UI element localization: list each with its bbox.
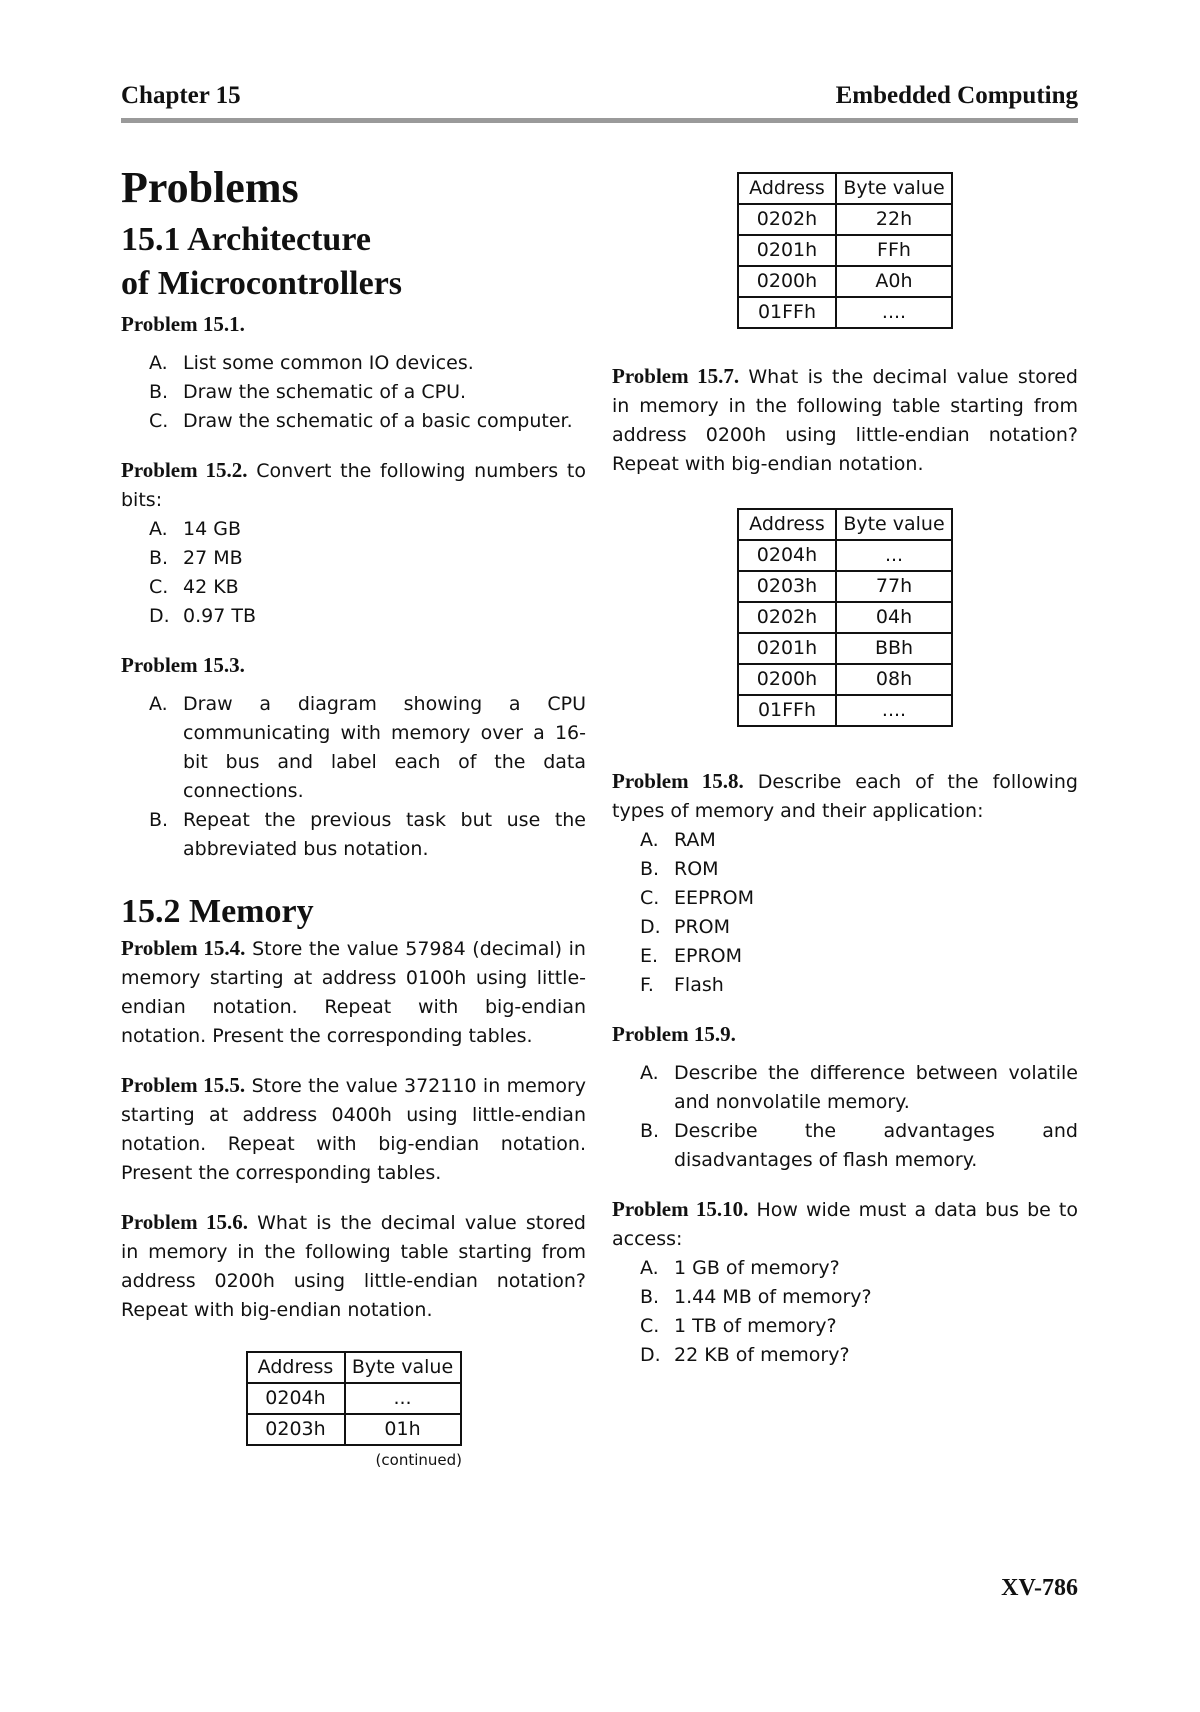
item-text: EEPROM (674, 887, 755, 909)
table-row (738, 540, 952, 571)
item-text: 1 TB of memory? (674, 1315, 837, 1337)
continued-note: (continued) (375, 1451, 462, 1469)
item-label: F. (640, 974, 654, 996)
item-label: A. (149, 352, 168, 374)
byte-value-cell: .... (836, 297, 952, 328)
problem-text: What is the decimal value stored in memory in the following table starting from address 0200h using little-endian notation? Repeat with big-endian notation. (121, 1212, 586, 1321)
item-label: A. (640, 1062, 659, 1084)
item-label: B. (640, 1286, 660, 1308)
item-label: B. (640, 1120, 660, 1142)
item-label: A. (640, 1257, 659, 1279)
problem-title: Problem 15.10. (612, 1197, 749, 1221)
table-row (738, 297, 952, 328)
list-item (121, 407, 586, 436)
item-text: 27 MB (183, 547, 243, 569)
list-item (612, 1312, 1078, 1341)
list-item (612, 826, 1078, 855)
problem-15-9 (612, 1020, 1078, 1050)
item-label: C. (149, 410, 169, 432)
item-label: A. (640, 829, 659, 851)
item-text: Draw a diagram showing a CPU communicating with memory over a 16-bit bus and label each of the data connections. (183, 693, 586, 802)
column-header: Byte value (836, 509, 952, 540)
problem-text: How wide must a data bus be to access: (612, 1199, 1078, 1250)
byte-value-cell: 04h (836, 602, 952, 633)
problem-text: What is the decimal value stored in memory in the following table starting from address 0200h using little-endian notation? Repeat with big-endian notation. (612, 366, 1078, 475)
problem-15-7 (612, 362, 1078, 479)
problem-title: Problem 15.3. (121, 653, 245, 677)
problem-15-5 (121, 1071, 586, 1188)
memory-table-15-7 (737, 508, 953, 727)
problem-text: Store the value 372110 in memory starting at address 0400h using little-endian notation. Repeat with big-endian notation. Present the corresponding tables. (121, 1075, 586, 1184)
byte-value-cell: 22h (836, 204, 952, 235)
problem-title: Problem 15.7. (612, 364, 740, 388)
byte-value-cell: 08h (836, 664, 952, 695)
problem-title: Problem 15.5. (121, 1073, 246, 1097)
table-row (247, 1383, 461, 1414)
table-header-row (738, 173, 952, 204)
column-header: Address (247, 1352, 345, 1383)
item-label: D. (149, 605, 170, 627)
problem-15-9-items (612, 1059, 1078, 1175)
problem-15-2 (121, 456, 586, 515)
item-label: D. (640, 916, 661, 938)
item-text: Describe the difference between volatile and nonvolatile memory. (674, 1062, 1078, 1113)
item-label: A. (149, 518, 168, 540)
item-text: EPROM (674, 945, 743, 967)
table-row (738, 571, 952, 602)
problem-15-3 (121, 651, 586, 681)
table-row (738, 266, 952, 297)
page-number: XV-786 (1001, 1575, 1078, 1601)
list-item (612, 913, 1078, 942)
address-cell: 0202h (738, 602, 836, 633)
problem-title: Problem 15.1. (121, 312, 245, 336)
list-item (612, 1283, 1078, 1312)
byte-value-cell: ... (836, 540, 952, 571)
byte-value-cell: A0h (836, 266, 952, 297)
problem-text: Convert the following numbers to bits: (121, 460, 586, 511)
item-text: 22 KB of memory? (674, 1344, 850, 1366)
item-text: 1 GB of memory? (674, 1257, 840, 1279)
list-item (612, 884, 1078, 913)
section-heading-15-1-line1: 15.1 Architecture (121, 221, 371, 258)
problem-15-10 (612, 1195, 1078, 1254)
item-text: PROM (674, 916, 731, 938)
byte-value-cell: BBh (836, 633, 952, 664)
problem-15-8-items (612, 826, 1078, 1000)
table-row (247, 1414, 461, 1445)
problem-title: Problem 15.2. (121, 458, 248, 482)
table-row (738, 633, 952, 664)
column-header: Byte value (345, 1352, 461, 1383)
item-label: C. (149, 576, 169, 598)
item-text: Repeat the previous task but use the abbreviated bus notation. (183, 809, 586, 860)
chapter-title: Embedded Computing (835, 82, 1078, 109)
table-header-row (247, 1352, 461, 1383)
item-label: C. (640, 887, 660, 909)
problem-title: Problem 15.8. (612, 769, 744, 793)
list-item (121, 515, 586, 544)
address-cell: 0200h (738, 266, 836, 297)
address-cell: 0204h (247, 1383, 345, 1414)
item-label: C. (640, 1315, 660, 1337)
left-column (121, 160, 586, 1475)
problem-15-6 (121, 1208, 586, 1325)
chapter-label: Chapter 15 (121, 82, 241, 109)
problem-text: Describe each of the following types of memory and their application: (612, 771, 1078, 822)
byte-value-cell: .... (836, 695, 952, 726)
list-item (121, 806, 586, 864)
item-label: E. (640, 945, 659, 967)
byte-value-cell: ... (345, 1383, 461, 1414)
column-header: Address (738, 509, 836, 540)
right-column (612, 172, 1078, 1370)
item-text: Describe the advantages and disadvantages of flash memory. (674, 1120, 1078, 1171)
list-item (121, 378, 586, 407)
item-text: RAM (674, 829, 716, 851)
item-text: 0.97 TB (183, 605, 256, 627)
running-header (121, 78, 1078, 123)
item-text: 42 KB (183, 576, 239, 598)
problem-15-3-items (121, 690, 586, 864)
list-item (121, 349, 586, 378)
problem-15-10-items (612, 1254, 1078, 1370)
address-cell: 0204h (738, 540, 836, 571)
byte-value-cell: 01h (345, 1414, 461, 1445)
item-text: ROM (674, 858, 719, 880)
list-item (612, 942, 1078, 971)
address-cell: 0200h (738, 664, 836, 695)
address-cell: 0203h (247, 1414, 345, 1445)
address-cell: 0201h (738, 235, 836, 266)
section-heading-15-2: 15.2 Memory (121, 893, 314, 930)
table-row (738, 695, 952, 726)
list-item (121, 690, 586, 806)
table-row (738, 602, 952, 633)
table-header-row (738, 509, 952, 540)
list-item (612, 1254, 1078, 1283)
item-label: D. (640, 1344, 661, 1366)
address-cell: 0202h (738, 204, 836, 235)
list-item (612, 1341, 1078, 1370)
item-text: 1.44 MB of memory? (674, 1286, 872, 1308)
item-label: B. (640, 858, 660, 880)
problem-15-8 (612, 767, 1078, 826)
list-item (612, 1059, 1078, 1117)
column-header: Address (738, 173, 836, 204)
list-item (121, 602, 586, 631)
address-cell: 01FFh (738, 297, 836, 328)
page-title: Problems (121, 163, 299, 212)
problem-15-2-items (121, 515, 586, 631)
problem-title: Problem 15.4. (121, 936, 246, 960)
memory-table-15-6 (246, 1351, 462, 1446)
section-heading-15-1-line2: of Microcontrollers (121, 265, 403, 302)
problem-text: Store the value 57984 (decimal) in memory starting at address 0100h using little-endian notation. Repeat with big-endian notation. Present the corresponding tables. (121, 938, 586, 1047)
item-text: Draw the schematic of a basic computer. (183, 410, 573, 432)
list-item (121, 573, 586, 602)
problem-15-1 (121, 310, 586, 340)
column-header: Byte value (836, 173, 952, 204)
item-text: List some common IO devices. (183, 352, 474, 374)
item-text: 14 GB (183, 518, 241, 540)
table-row (738, 204, 952, 235)
list-item (612, 971, 1078, 1000)
item-label: B. (149, 381, 169, 403)
byte-value-cell: FFh (836, 235, 952, 266)
address-cell: 0203h (738, 571, 836, 602)
item-label: A. (149, 693, 168, 715)
list-item (612, 855, 1078, 884)
memory-table-15-6-continued (737, 172, 953, 329)
problem-15-1-items (121, 349, 586, 436)
item-label: B. (149, 547, 169, 569)
table-row (738, 235, 952, 266)
list-item (121, 544, 586, 573)
byte-value-cell: 77h (836, 571, 952, 602)
item-text: Draw the schematic of a CPU. (183, 381, 467, 403)
problem-title: Problem 15.9. (612, 1022, 736, 1046)
list-item (612, 1117, 1078, 1175)
problem-15-4 (121, 934, 586, 1051)
item-text: Flash (674, 974, 724, 996)
item-label: B. (149, 809, 169, 831)
table-row (738, 664, 952, 695)
address-cell: 01FFh (738, 695, 836, 726)
problem-title: Problem 15.6. (121, 1210, 248, 1234)
address-cell: 0201h (738, 633, 836, 664)
